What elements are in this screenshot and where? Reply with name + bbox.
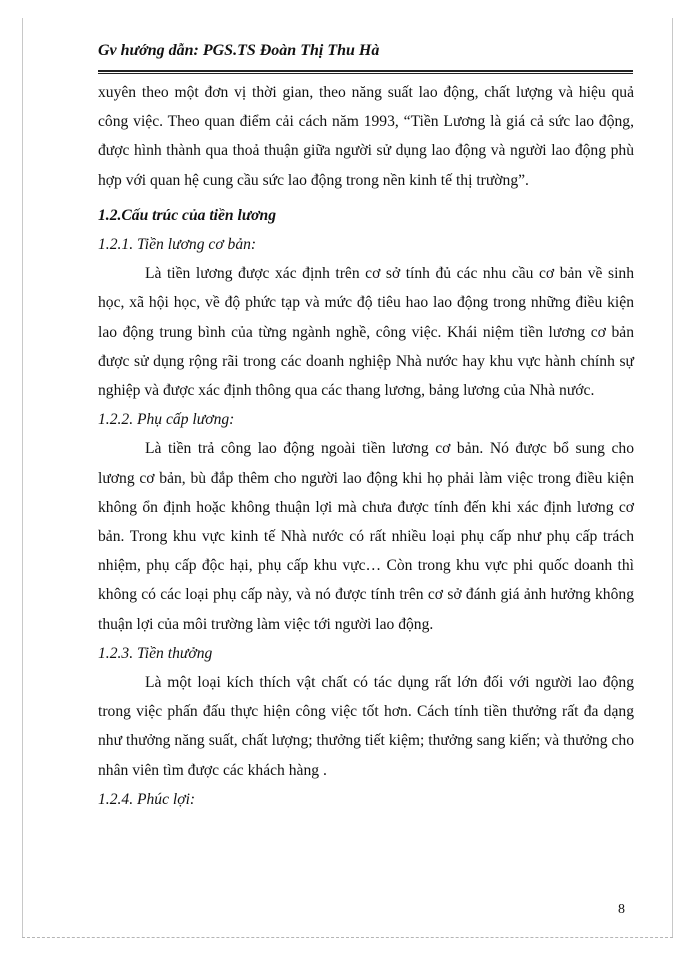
- header-rule: [98, 70, 633, 74]
- page-bottom-divider: [22, 937, 673, 938]
- subsection-paragraph-bonus: Là một loại kích thích vật chất có tác dụng rất lớn đối với người lao động trong việc phấn đấu thực hiện công việc tốt hơn. Cách tính tiền thưởng rất đa dạng như thưởng năng suất, chất lượng; thưởng tiết kiệm; thưởng sang kiến; và thưởng cho nhân viên tìm được các khách hàng .: [98, 674, 634, 779]
- section-heading: 1.2.Cấu trúc của tiền lương: [98, 206, 277, 224]
- intro-paragraph: xuyên theo một đơn vị thời gian, theo năng suất lao động, chất lượng và hiệu quả công việc. Theo quan điểm cải cách năm 1993, “Tiền Lương là giá cả sức lao động, được hình thành qua thoả thuận giữa người sử dụng lao động và người lao động phù hợp với quan hệ cung cầu sức lao động trong nền kinh tế thị trường”.: [98, 84, 634, 189]
- subsection-heading-allowance: 1.2.2. Phụ cấp lương:: [98, 411, 235, 429]
- subsection-paragraph-basic-salary: Là tiền lương được xác định trên cơ sở tính đủ các nhu cầu cơ bản về sinh học, xã hội học, về độ phức tạp và mức độ tiêu hao lao động trong những điều kiện lao động trung bình của từng ngành nghề, công việc. Khái niệm tiền lương cơ bản được sử dụng rộng rãi trong các doanh nghiệp Nhà nước hay khu vực hành chính sự nghiệp và được xác định thông qua các thang lương, bảng lương của Nhà nước.: [98, 265, 634, 400]
- subsection-heading-bonus: 1.2.3. Tiền thưởng: [98, 644, 213, 662]
- page-header: Gv hướng dẫn: PGS.TS Đoàn Thị Thu Hà: [98, 42, 380, 59]
- page-number: 8: [618, 902, 625, 917]
- document-body: [98, 78, 634, 814]
- subsection-heading-welfare: 1.2.4. Phúc lợi:: [98, 790, 196, 808]
- subsection-heading-basic-salary: 1.2.1. Tiền lương cơ bản:: [98, 236, 257, 254]
- subsection-paragraph-allowance: Là tiền trả công lao động ngoài tiền lương cơ bản. Nó được bổ sung cho lương cơ bản, bù đắp thêm cho người lao động khi họ phải làm việc trong điều kiện không ổn định hoặc không thuận lợi mà chưa được tính đến khi xác định lương cơ bản. Trong khu vực kinh tế Nhà nước có rất nhiều loại phụ cấp như phụ cấp trách nhiệm, phụ cấp độc hại, phụ cấp khu vực… Còn trong khu vực phi quốc doanh thì không có các loại phụ cấp này, và nó được tính trên cơ sở đánh giá ảnh hưởng không thuận lợi của môi trường làm việc tới người lao động.: [98, 440, 634, 633]
